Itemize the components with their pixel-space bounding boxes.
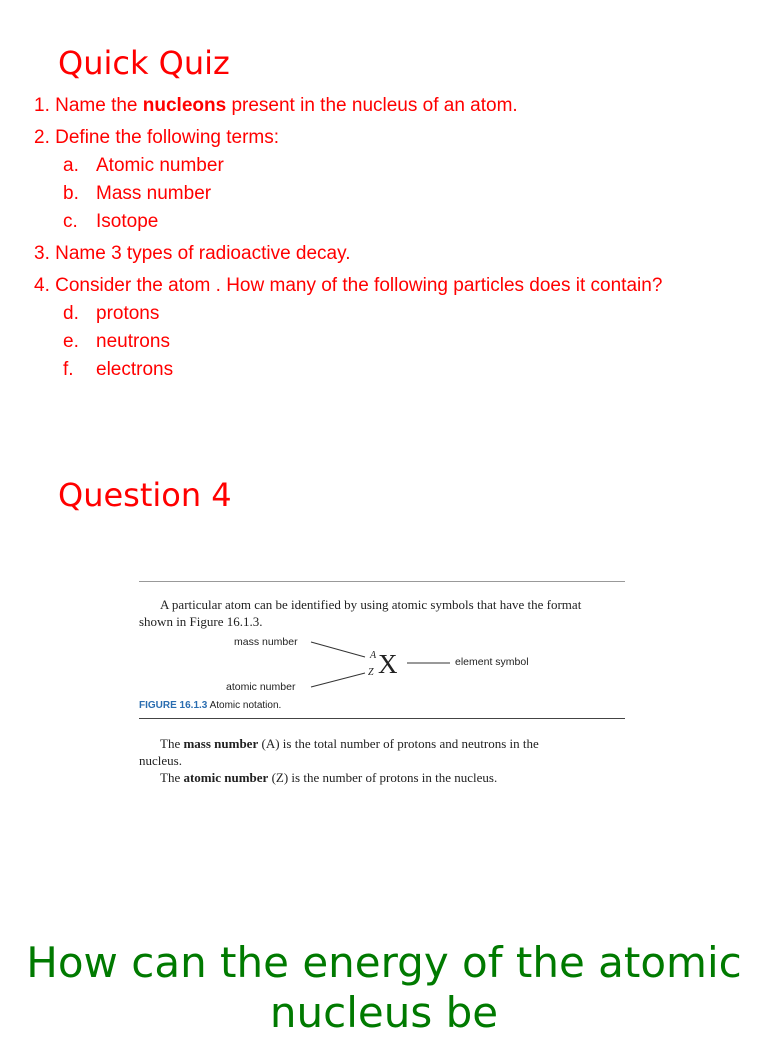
- figure-caption-text: Atomic notation.: [207, 700, 282, 711]
- element-symbol-label: element symbol: [455, 656, 529, 668]
- atomic-number-definition: [139, 769, 625, 786]
- top-divider: [139, 581, 625, 582]
- question-4-title: Question 4: [58, 476, 232, 514]
- mass-number-leader: [311, 642, 365, 657]
- item-label: d.: [63, 303, 79, 324]
- quiz-title: Quick Quiz: [58, 44, 230, 82]
- question-4-item-d: [34, 300, 754, 328]
- atomic-number-label: atomic number: [226, 681, 296, 693]
- question-1-bold-term: nucleons: [142, 95, 227, 116]
- item-label: b.: [63, 183, 79, 204]
- question-1-text-start: 1. Name the: [34, 95, 143, 116]
- definition-text: (Z) is the number of protons in the nucleus.: [268, 770, 498, 785]
- item-text: Isotope: [96, 211, 159, 232]
- definition-term: atomic number: [183, 770, 269, 785]
- item-label: c.: [63, 211, 78, 232]
- question-2-item-b: [34, 180, 754, 208]
- mass-number-definition: [139, 735, 625, 769]
- element-symbol-x: X: [378, 649, 398, 679]
- mass-number-label: mass number: [234, 636, 298, 648]
- atomic-number-subscript: Z: [368, 667, 374, 678]
- question-4: 4. Consider the atom . How many of the following particles does it contain?: [34, 275, 663, 296]
- question-2-item-a: [34, 152, 754, 180]
- item-label: e.: [63, 331, 79, 352]
- caption-divider: [139, 718, 625, 719]
- item-text: electrons: [96, 359, 174, 380]
- textbook-excerpt-image: [139, 572, 625, 802]
- item-text: Atomic number: [96, 155, 224, 176]
- question-3: 3. Name 3 types of radioactive decay.: [34, 243, 351, 264]
- question-2: 2. Define the following terms:: [34, 127, 280, 148]
- bottom-slide-heading: How can the energy of the atomic nucleus be: [26, 938, 742, 1037]
- intro-paragraph: [139, 596, 625, 630]
- mass-number-superscript: A: [370, 650, 377, 661]
- item-text: protons: [96, 303, 160, 324]
- item-label: a.: [63, 155, 79, 176]
- definition-continuation: nucleus.: [139, 753, 182, 768]
- definition-text: The: [160, 770, 184, 785]
- definition-term: mass number: [183, 736, 259, 751]
- atomic-number-leader: [311, 673, 365, 687]
- definition-text: (A) is the total number of protons and neutrons in the: [258, 736, 539, 751]
- item-text: neutrons: [96, 331, 170, 352]
- intro-line-2: shown in Figure 16.1.3.: [139, 614, 263, 629]
- intro-line-1: A particular atom can be identified by using atomic symbols that have the format: [160, 597, 582, 612]
- question-2-item-c: [34, 208, 754, 236]
- figure-caption: [139, 700, 281, 711]
- question-1-text-end: present in the nucleus of an atom.: [226, 95, 518, 116]
- item-label: f.: [63, 359, 74, 380]
- item-text: Mass number: [96, 183, 212, 204]
- atomic-notation-figure: [139, 634, 625, 694]
- question-1: [34, 92, 754, 120]
- quiz-question-list: [34, 92, 754, 384]
- figure-caption-label: FIGURE 16.1.3: [139, 700, 208, 711]
- question-4-item-f: [34, 356, 754, 384]
- question-4-item-e: [34, 328, 754, 356]
- definition-text: The: [160, 736, 184, 751]
